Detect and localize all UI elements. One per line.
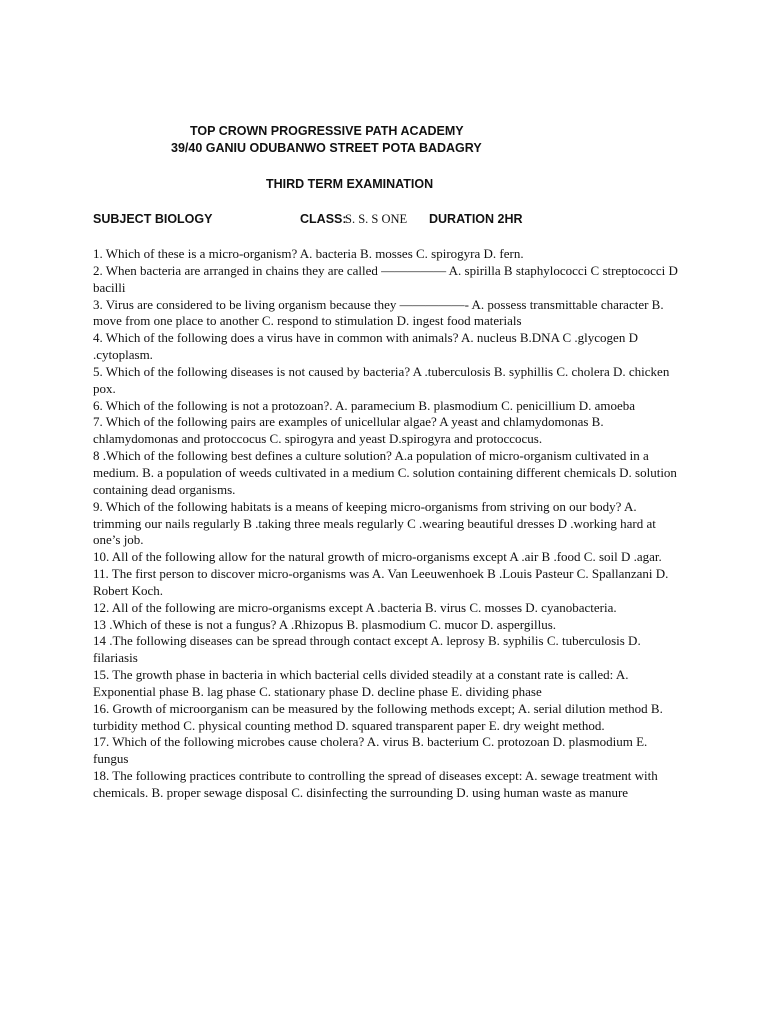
school-address: 39/40 GANIU ODUBANWO STREET POTA BADAGRY	[171, 141, 482, 155]
duration-label: DURATION 2HR	[429, 212, 523, 226]
question-item: 4. Which of the following does a virus have in common with animals? A. nucleus B.DNA C .glycogen D .cytoplasm.	[93, 330, 638, 363]
exam-meta-row	[93, 212, 733, 230]
question-item: 17. Which of the following microbes cause cholera? A. virus B. bacterium C. protozoan D. plasmodium E. fungus	[93, 734, 648, 767]
question-item: 7. Which of the following pairs are examples of unicellular algae? A yeast and chlamydomonas B. chlamydomonas and protoccocus C. spirogyra and yeast D.spirogyra and protoccocus.	[93, 414, 604, 447]
question-item: 3. Virus are considered to be living organism because they —————- A. possess transmittable character B. move from one place to another C. respond to stimulation D. ingest food materials	[93, 296, 664, 329]
subject-label: SUBJECT BIOLOGY	[93, 212, 213, 226]
question-item: 1. Which of these is a micro-organism? A. bacteria B. mosses C. spirogyra D. fern.	[93, 246, 524, 261]
school-name: TOP CROWN PROGRESSIVE PATH ACADEMY	[190, 124, 464, 138]
question-item: 14 .The following diseases can be spread through contact except A. leprosy B. syphilis C. tuberculosis D. filariasis	[93, 633, 641, 666]
question-item: 8 .Which of the following best defines a culture solution? A.a population of micro-organism cultivated in a medium. B. a population of weeds cultivated in a medium C. solution containing different chemicals D. solution containing dead organisms.	[93, 448, 677, 497]
question-item: 9. Which of the following habitats is a means of keeping micro-organisms from striving on our body? A. trimming our nails regularly B .taking three meals regularly C .wearing beautiful dresses D .working hard at one’s job.	[93, 498, 656, 548]
question-item: 10. All of the following allow for the natural growth of micro-organisms except A .air B .food C. soil D .agar.	[93, 549, 662, 565]
question-item: 5. Which of the following diseases is not caused by bacteria? A .tuberculosis B. syphillis C. cholera D. chicken pox.	[93, 363, 670, 396]
question-item: 15. The growth phase in bacteria in which bacterial cells divided steadily at a constant rate is called: A. Exponential phase B. lag phase C. stationary phase D. decline phase E. dividing phase	[93, 667, 629, 699]
class-value: S. S. S ONE	[345, 212, 408, 226]
question-list	[93, 246, 683, 802]
question-item: 16. Growth of microorganism can be measured by the following methods except; A. serial dilution method B. turbidity method C. physical counting method D. squared transparent paper E. dry weight method.	[93, 700, 663, 733]
exam-title: THIRD TERM EXAMINATION	[266, 177, 434, 191]
question-item: 18. The following practices contribute to controlling the spread of diseases except: A. sewage treatment with chemicals. B. proper sewage disposal C. disinfecting the surrounding D. using human waste as manure	[93, 768, 658, 800]
class-label: CLASS:	[300, 212, 347, 226]
question-item: 2. When bacteria are arranged in chains they are called ————— A. spirilla B staphylococci C streptococci D bacilli	[93, 262, 678, 295]
question-item: 11. The first person to discover micro-organisms was A. Van Leeuwenhoek B .Louis Pasteur C. Spallanzani D. Robert Koch.	[93, 566, 669, 598]
question-item: 6. Which of the following is not a protozoan?. A. paramecium B. plasmodium C. penicillium D. amoeba	[93, 397, 636, 413]
question-item: 12. All of the following are micro-organisms except A .bacteria B. virus C. mosses D. cyanobacteria.	[93, 599, 617, 615]
question-item: 13 .Which of these is not a fungus? A .Rhizopus B. plasmodium C. mucor D. aspergillus.	[93, 616, 557, 632]
